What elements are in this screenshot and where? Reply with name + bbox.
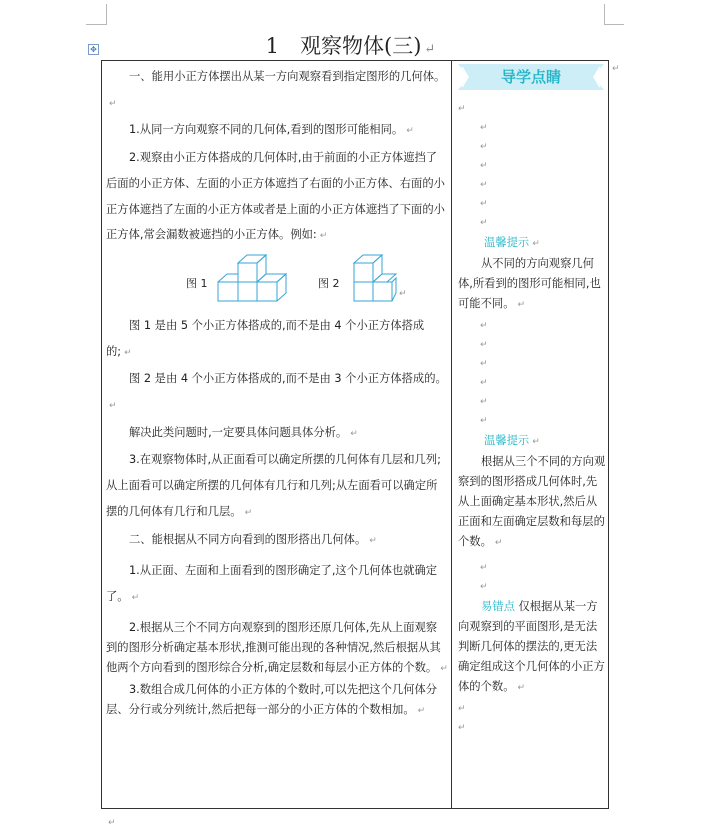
table-move-handle-icon[interactable]: ✥ xyxy=(88,44,99,55)
blank-lines: ↵ ↵ ↵ ↵ ↵ ↵ xyxy=(480,321,488,426)
banner-text: 导学点睛 xyxy=(500,68,561,86)
paragraph-mark: ↵ xyxy=(108,818,116,828)
page-title-text: 1 观察物体(三) xyxy=(265,34,422,58)
paragraph: 一、能用小正方体摆出从某一方向观察看到指定图形的几何体。↵ xyxy=(109,70,446,109)
paragraph: 1.从同一方向观察不同的几何体,看到的图形可能相同。 ↵ xyxy=(129,123,414,137)
left-column xyxy=(106,64,448,721)
tip-2: 温馨提示 ↵ xyxy=(484,434,540,447)
figure-2-cubes xyxy=(340,253,404,311)
figure-1-label: 图 1 xyxy=(186,276,208,290)
crop-mark xyxy=(604,4,605,25)
paragraph: 二、能根据从不同方向看到的图形搭出几何体。 ↵ xyxy=(129,532,377,546)
paragraph: 解决此类问题时,一定要具体问题具体分析。 ↵ xyxy=(129,425,358,439)
figure-2-label: 图 2 xyxy=(318,276,340,290)
paragraph: 图 1 是由 5 个小正方体搭成的,而不是由 4 个小正方体搭成的; ↵ xyxy=(106,318,425,358)
paragraph: 2.根据从三个不同方向观察到的图形还原几何体,先从上面观察到的图形分析确定基本形状,推测可能出现的各种情况,然后根据从其他两个方向看到的图形综合分析,确定层数和每层小正方体的个数。 ↵ xyxy=(106,620,448,675)
tip-3-text: 仅根据从某一方向观察到的平面图形,是无法判断几何体的摆法的,更无法确定组成这个几何体的小正方体的个数。 xyxy=(458,600,605,693)
cell-end-mark: ↵ xyxy=(612,64,620,74)
paragraph: 1.从正面、左面和上面看到的图形确定了,这个几何体也就确定了。 ↵ xyxy=(106,564,438,603)
tip-2-text: 根据从三个不同的方向观察到的图形搭成几何体时,先从上面确定基本形状,然后从正面和左面确定层数和每层的个数。 ↵ xyxy=(458,455,606,548)
tip-1: 温馨提示 ↵ xyxy=(484,236,540,249)
crop-mark xyxy=(604,24,624,25)
figure-area: 图 1 图 2 ↵ xyxy=(106,253,448,311)
blank-lines: ↵ ↵ xyxy=(458,704,466,733)
crop-mark xyxy=(86,24,106,25)
tip-1-text: 从不同的方向观察几何体,所看到的图形可能相同,也可能不同。 ↵ xyxy=(458,257,601,310)
tip-2-title: 温馨提示 xyxy=(484,434,530,447)
page-title: 1 观察物体(三) ↵ xyxy=(265,34,436,58)
blank-lines: ↵ ↵ ↵ ↵ ↵ ↵ ↵ xyxy=(458,104,488,228)
column-divider xyxy=(451,60,452,809)
tip-3-title: 易错点 xyxy=(481,600,515,613)
guide-banner xyxy=(458,64,606,90)
blank-lines: ↵ ↵ xyxy=(480,563,488,592)
figure-1-cubes xyxy=(208,253,288,311)
right-column xyxy=(458,64,606,738)
paragraph: 3.在观察物体时,从正面看可以确定所摆的几何体有几层和几列;从上面看可以确定所摆的几何体有几行和几列;从左面看可以确定所摆的几何体有几行和几层。 ↵ xyxy=(106,453,441,518)
tip-3: 易错点 仅根据从某一方向观察到的平面图形,是无法判断几何体的摆法的,更无法确定组成这个几何体的小正方体的个数。 ↵ xyxy=(458,600,605,693)
paragraph: 图 2 是由 4 个小正方体搭成的,而不是由 3 个小正方体搭成的。↵ xyxy=(109,372,447,412)
paragraph: 3.数组合成几何体的小正方体的个数时,可以先把这个几何体分层、分行或分列统计,然后把每一部分的小正方体的个数相加。 ↵ xyxy=(106,682,438,716)
tip-1-title: 温馨提示 xyxy=(484,236,530,249)
paragraph: 2.观察由小正方体搭成的几何体时,由于前面的小正方体遮挡了后面的小正方体、左面的小正方体遮挡了右面的小正方体、右面的小正方体遮挡了左面的小正方体或者是上面的小正方体遮挡了下面的小正方体,常会漏数被遮挡的小正方体。例如: ↵ xyxy=(106,151,445,242)
crop-mark xyxy=(106,4,107,25)
